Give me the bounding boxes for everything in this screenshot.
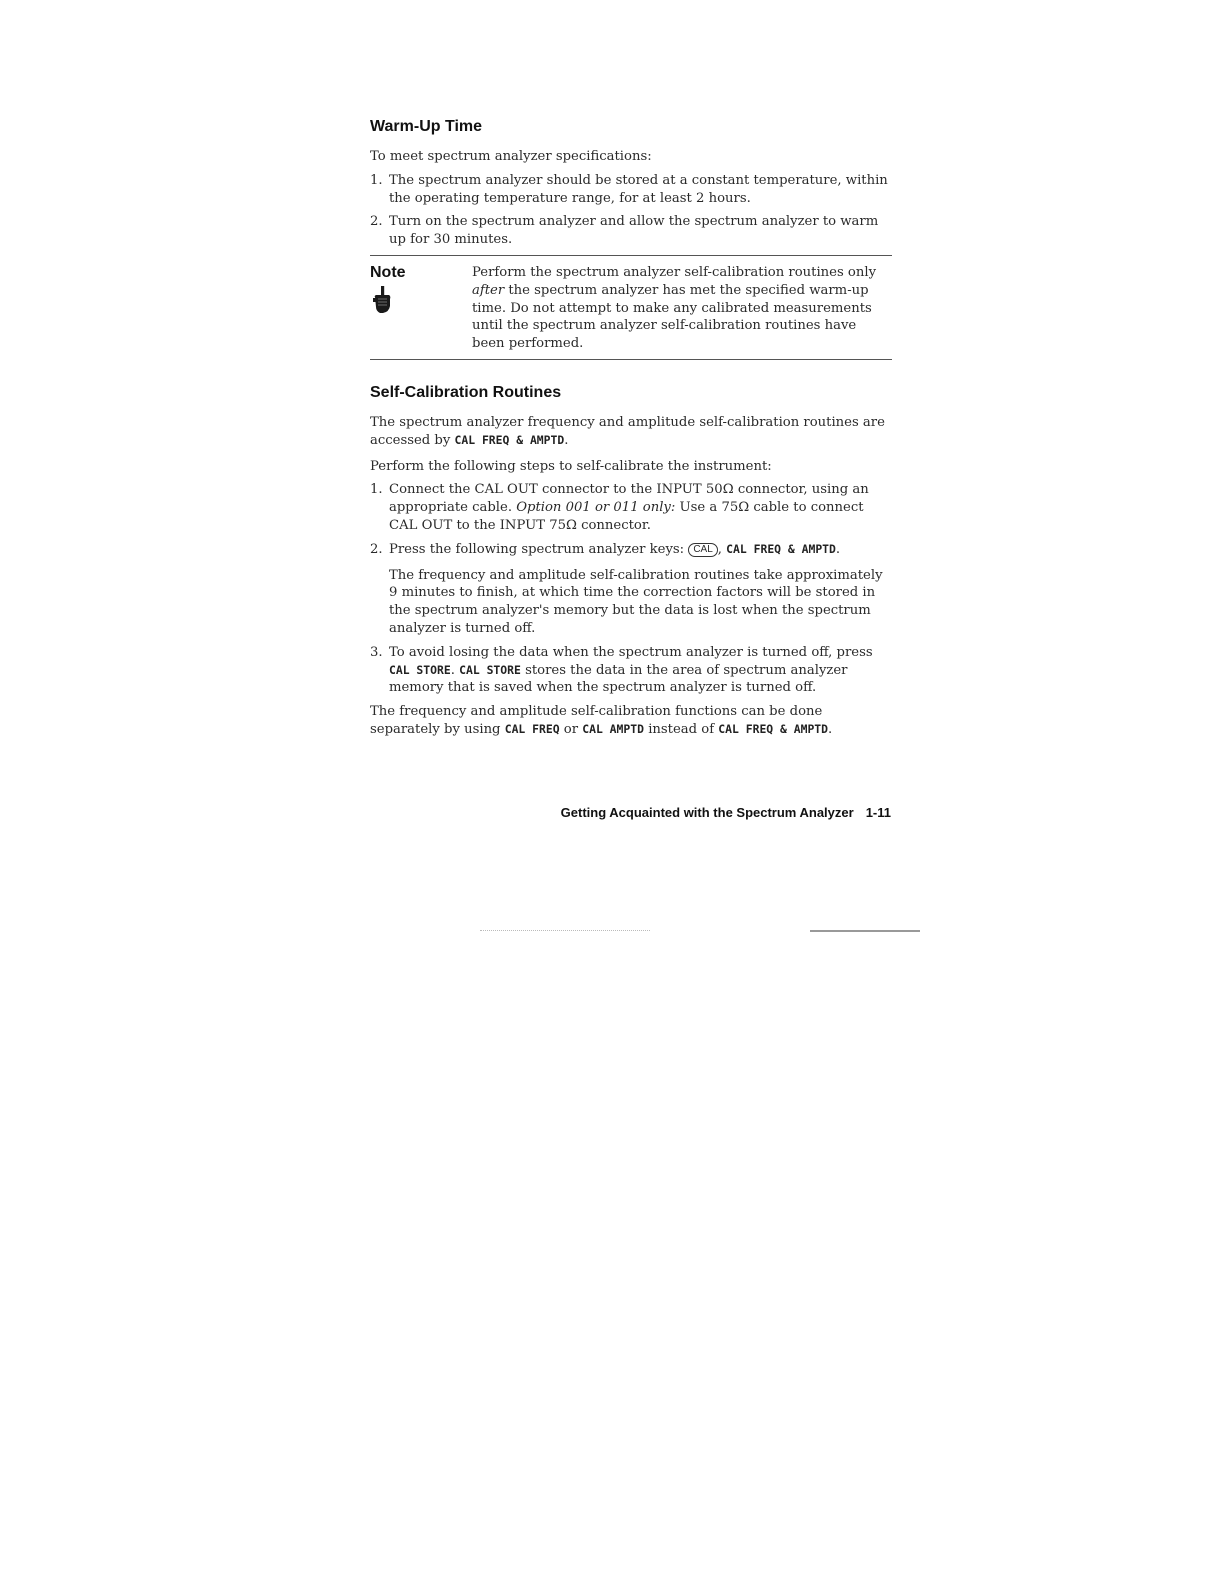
closing-instead: instead of — [648, 721, 715, 737]
warmup-intro: To meet spectrum analyzer specifications: — [370, 149, 652, 164]
selfcal-step-2-detail — [370, 567, 892, 638]
page-content — [370, 118, 892, 739]
cal-amptd-softkey: CAL AMPTD — [582, 721, 644, 736]
step-text: Turn on the spectrum analyzer and allow the spectrum analyzer to warm up for 30 minutes. — [389, 214, 879, 248]
cal-freq-amptd-softkey: CAL FREQ & AMPTD — [726, 541, 836, 556]
step-number: 1. — [370, 172, 383, 188]
note-emphasis: after — [472, 282, 505, 298]
step2-sep: , — [717, 541, 722, 557]
step-number: 3. — [370, 644, 383, 660]
scan-artifact — [810, 930, 920, 934]
step-number: 1. — [370, 482, 383, 498]
step-text — [389, 644, 892, 697]
note-label: Note — [370, 263, 406, 281]
step1-text: Connect the CAL OUT connector to the INPUT 50Ω connector, using an appropriate cable. — [389, 482, 869, 516]
step1-option: Option 001 or 011 only: — [516, 500, 676, 516]
note-box — [370, 256, 892, 359]
selfcal-intro-end: . — [564, 432, 569, 448]
selfcal-step-1 — [370, 481, 892, 534]
step-text — [389, 541, 892, 559]
scan-artifact — [480, 930, 650, 933]
selfcal-steps — [370, 481, 892, 697]
cal-store-softkey: CAL STORE — [459, 662, 521, 677]
page-number: 1-11 — [865, 805, 891, 820]
selfcal-closing — [370, 703, 892, 739]
closing-text: The frequency and amplitude self-calibration functions can be done separately by using — [370, 704, 823, 737]
note-text — [472, 264, 892, 353]
warmup-step-2 — [370, 213, 892, 249]
step3-rest: stores the data in the area of spectrum analyzer memory that is saved when the spectrum analyzer is turned off. — [389, 662, 848, 696]
cal-hardkey: CAL — [688, 543, 717, 557]
step3-text: To avoid losing the data when the spectrum analyzer is turned off, press — [389, 644, 873, 660]
selfcal-intro — [370, 414, 892, 450]
step2-end: . — [835, 541, 841, 557]
step-number: 2. — [370, 214, 383, 230]
note-text-part-1: Perform the spectrum analyzer self-calibration routines only — [472, 264, 877, 280]
warmup-steps — [370, 172, 892, 249]
note-bottom-rule — [370, 359, 892, 360]
pointing-hand-icon — [372, 286, 472, 320]
selfcal-perform: Perform the following steps to self-calibrate the instrument: — [370, 458, 772, 474]
step2-detail: The frequency and amplitude self-calibration routines take approximately 9 minutes to finish, at which time the correction factors will be stored in the spectrum analyzer's memory but the data is lost when the spectrum analyzer is turned off. — [389, 567, 883, 636]
note-text-part-2: the spectrum analyzer has met the specified warm-up time. Do not attempt to make any calibrated measurements until the spectrum analyzer self-calibration routines have been performed. — [472, 282, 872, 352]
selfcal-step-3 — [370, 644, 892, 697]
closing-end: . — [828, 721, 833, 737]
step-text — [389, 481, 892, 534]
page-footer — [370, 805, 891, 820]
selfcal-heading: Self-Calibration Routines — [370, 383, 562, 401]
cal-store-softkey: CAL STORE — [389, 662, 451, 677]
step-text: The spectrum analyzer should be stored at a constant temperature, within the operating temperature range, for at least 2 hours. — [389, 172, 888, 206]
cal-freq-softkey: CAL FREQ — [504, 721, 560, 736]
step1-rest: Use a 75Ω cable to connect CAL OUT to the INPUT 75Ω connector. — [389, 500, 864, 533]
warmup-step-1 — [370, 172, 892, 208]
closing-or: or — [563, 721, 579, 737]
selfcal-step-2 — [370, 541, 892, 559]
step-number: 2. — [370, 541, 383, 557]
warmup-heading: Warm-Up Time — [370, 118, 483, 135]
step3-mid: . — [450, 662, 455, 678]
footer-title: Getting Acquainted with the Spectrum Analyzer — [560, 805, 854, 820]
selfcal-intro-text: The spectrum analyzer frequency and amplitude self-calibration routines are accessed by — [370, 414, 885, 448]
step2-text: Press the following spectrum analyzer keys: — [389, 541, 685, 557]
note-left — [370, 264, 472, 353]
cal-freq-amptd-softkey: CAL FREQ & AMPTD — [718, 721, 829, 736]
cal-freq-amptd-softkey: CAL FREQ & AMPTD — [454, 432, 565, 447]
